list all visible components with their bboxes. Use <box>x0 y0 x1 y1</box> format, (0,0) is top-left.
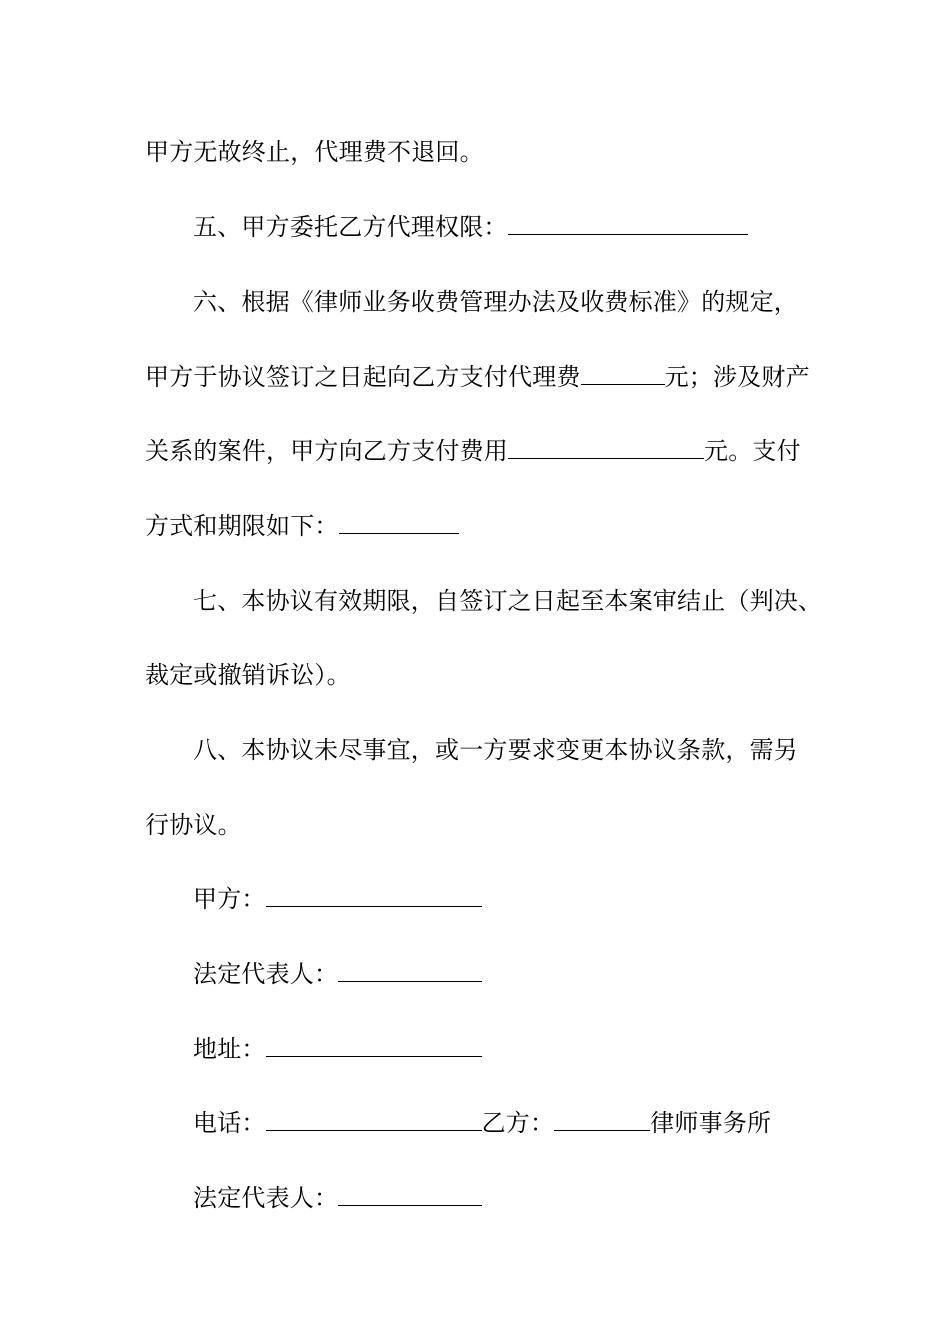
text: 甲方于协议签订之日起向乙方支付代理费 <box>145 363 581 391</box>
paragraph-line <box>145 436 801 466</box>
paragraph-line <box>145 810 242 840</box>
text: 方式和期限如下： <box>145 512 339 540</box>
paragraph-line <box>145 660 351 690</box>
text: 五、甲方委托乙方代理权限： <box>193 213 508 241</box>
text: 七、本协议有效期限，自签订之日起至本案审结止（判决、 <box>193 587 823 615</box>
label: 地址： <box>193 1035 266 1063</box>
text: 行协议。 <box>145 811 242 839</box>
clause-5 <box>193 212 748 242</box>
blank-field <box>266 1108 482 1131</box>
text: 甲方无故终止，代理费不退回。 <box>145 138 484 166</box>
legal-rep-line <box>193 959 482 989</box>
paragraph-line <box>145 511 459 541</box>
party-a-line <box>193 884 482 914</box>
clause-6 <box>193 287 798 317</box>
text: 裁定或撤销诉讼）。 <box>145 661 351 689</box>
label: 乙方： <box>481 1109 555 1137</box>
blank-field <box>266 1034 482 1057</box>
blank-field <box>338 959 482 982</box>
paragraph-line <box>145 137 484 167</box>
blank-field <box>508 212 748 235</box>
label: 法定代表人： <box>193 960 339 988</box>
label: 甲方： <box>193 885 266 913</box>
blank-field <box>581 362 665 385</box>
blank-field <box>508 436 704 459</box>
address-line <box>193 1034 482 1064</box>
blank-field <box>266 884 482 907</box>
clause-7 <box>193 586 822 616</box>
phone-party-b-line <box>193 1108 771 1138</box>
clause-8 <box>193 735 798 765</box>
paragraph-line <box>145 362 810 392</box>
blank-field <box>554 1108 650 1131</box>
text: 八、本协议未尽事宜，或一方要求变更本协议条款，需另 <box>193 736 798 764</box>
label: 电话： <box>193 1109 266 1137</box>
blank-field <box>339 511 459 534</box>
text: 律师事务所 <box>650 1109 772 1137</box>
label: 法定代表人： <box>193 1184 339 1212</box>
blank-field <box>338 1183 482 1206</box>
legal-rep-line-2 <box>193 1183 482 1213</box>
text: 关系的案件，甲方向乙方支付费用 <box>145 437 508 465</box>
text: 六、根据《律师业务收费管理办法及收费标准》的规定， <box>193 288 798 316</box>
text: 元；涉及财产 <box>664 363 810 391</box>
text: 元。支付 <box>704 437 801 465</box>
